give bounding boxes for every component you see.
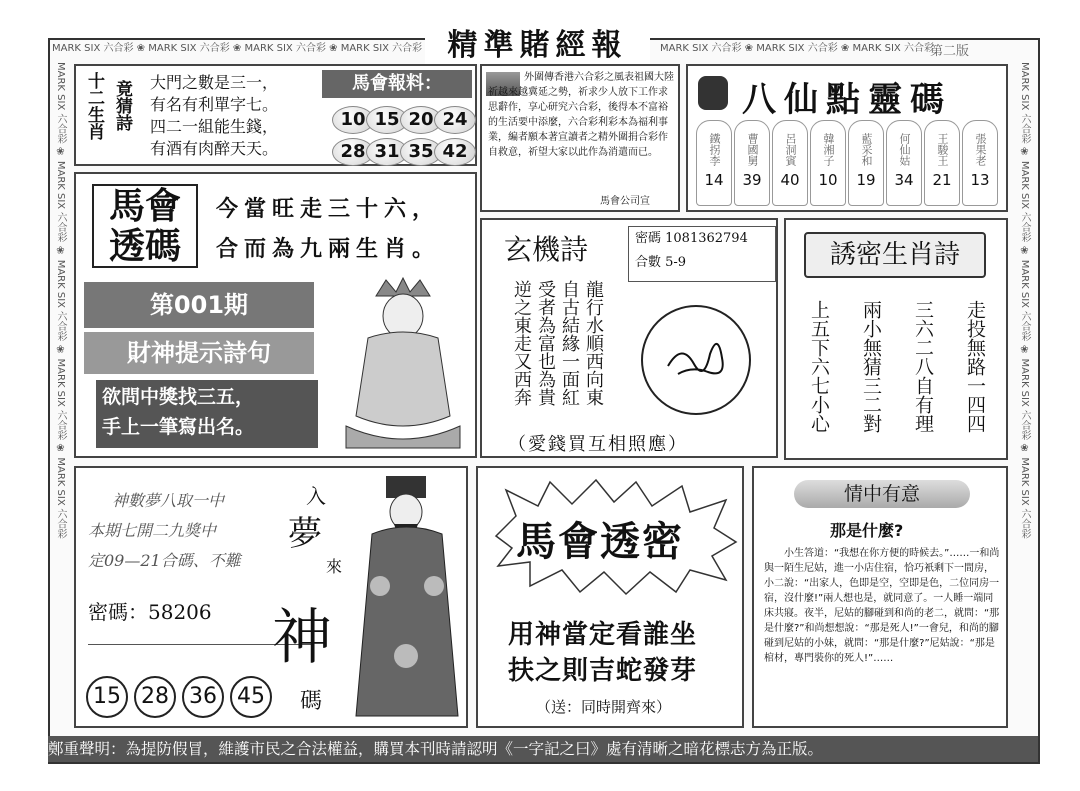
dream-line: 神數夢八取一中 — [112, 491, 225, 510]
notice-text: 外圍傳香港六合彩之風表祖國大陸祈越來越冀延之勢，祈求少人放下工作求思辭作，享心研究六合彩，後得本不富裕的生活要中添麼，六合彩利彩本為福利事業，編者願本著宣讀者之精外圍捐合彩作自救意，祈望大家以此作為消遣而已。 — [488, 72, 674, 158]
zodiac-column: 三六二八自有理 — [912, 300, 934, 433]
horse-code-box — [74, 172, 477, 458]
masthead-title: 精準賭經報 — [425, 28, 650, 64]
trim-right: MARK SIX 六合彩 ❀ MARK SIX 六合彩 ❀ MARK SIX 六合彩 ❀ MARK SIX 六合彩 ❀ MARK SIX 六合彩 — [1019, 62, 1030, 539]
immortal-number: 13 — [970, 171, 990, 189]
dream-side-char: 來 — [326, 557, 343, 576]
horse-code-line: 合而為九兩生肖。 — [216, 236, 441, 262]
immortal-name: 呂洞賓 — [784, 132, 797, 166]
poem-line: 大門之數是三一， — [150, 73, 279, 92]
dream-number: 15 — [86, 676, 128, 718]
immortal-name: 張果老 — [974, 132, 987, 166]
dream-line: 定09—21合碼、不難 — [88, 551, 241, 570]
secret-title: 馬會透密 — [516, 518, 684, 565]
zodiac-column: 兩小無猜三二對 — [860, 300, 882, 433]
immortal-card — [886, 120, 922, 206]
mystic-column: 逆之東走又西奔 — [511, 280, 532, 406]
immortal-name: 韓湘子 — [822, 132, 835, 166]
story-text: 小生答道：“我想在你方便的時候去。”……一和尚與一陌生尼姑，進一小店住宿，恰巧衹剩下一間房，小二說：“出家人，色即是空，空即是色，二位同房一宿，沒什麼!”兩人想也是，就同意了。一人睡一端同床共寢。夜半，尼姑的腳碰到和尚的老二，就問：“那是什麼?”和尚想想說：“那是死人!”一會兒，和尚的腳碰到尼姑的小妹，就問：“那是什麼?”尼姑說：“那是棺材，專門裝你的死人!”…… — [764, 548, 1000, 664]
secret-note: （送：同時開齊來） — [536, 698, 672, 716]
poem-box — [74, 64, 477, 166]
god-figure — [352, 476, 464, 722]
mystic-poem-box — [480, 218, 778, 458]
eight-immortals-box — [686, 64, 1008, 212]
poem-line: 有名有利單字七。 — [150, 95, 279, 114]
horse-ball: 20 — [400, 106, 442, 134]
horse-ball: 10 — [332, 106, 374, 134]
immortal-number: 39 — [742, 171, 762, 189]
dream-god-box — [74, 466, 468, 728]
zodiac-poem-box — [784, 218, 1008, 460]
mystic-column: 自古結緣一面紅 — [559, 280, 580, 406]
horse-code-line: 今當旺走三十六， — [216, 196, 441, 222]
immortal-name: 曹國舅 — [746, 132, 759, 166]
immortal-card — [924, 120, 960, 206]
secret-line: 用神當定看誰坐 — [508, 620, 698, 650]
mystic-column: 龍行水順西向東 — [583, 280, 604, 406]
horse-ball: 24 — [434, 106, 476, 134]
mystic-sum: 合數 5-9 — [635, 255, 687, 270]
dream-side-char: 碼 — [300, 689, 323, 714]
zodiac-column: 上五下六七小心 — [808, 300, 830, 433]
mystic-code-box — [628, 226, 776, 282]
story-header: 情中有意 — [794, 480, 970, 508]
immortal-number: 14 — [704, 171, 724, 189]
immortals-title: 八仙點靈碼 — [742, 80, 952, 120]
immortal-card — [810, 120, 846, 206]
horse-data-title: 馬會報料： — [322, 70, 472, 98]
footer-statement: 鄭重聲明：為提防假冒，維護市民之合法權益，購買本刊時請認明《一字記之曰》處有清晰之暗花標志方為正版。 — [48, 736, 1038, 762]
secret-box — [476, 466, 744, 728]
poem-label-right: 竟猜詩 — [112, 80, 132, 131]
wealth-subtitle: 財神提示詩句 — [84, 332, 314, 374]
mystic-circle-seal — [638, 302, 754, 418]
page-number: 第二版 — [930, 44, 970, 59]
immortal-number: 19 — [856, 171, 876, 189]
dream-number: 45 — [230, 676, 272, 718]
immortal-card — [962, 120, 998, 206]
trim-left: MARK SIX 六合彩 ❀ MARK SIX 六合彩 ❀ MARK SIX 六合彩 ❀ MARK SIX 六合彩 ❀ MARK SIX 六合彩 — [55, 62, 66, 539]
buddha-figure — [338, 276, 468, 454]
immortal-name: 藍采和 — [860, 132, 873, 166]
mystic-column: 受者為富也為貴 — [535, 280, 556, 406]
dream-side-char: 夢 — [288, 514, 322, 554]
zodiac-column: 走投無路一四四 — [964, 300, 986, 433]
wealth-lines — [96, 380, 318, 448]
immortal-card — [696, 120, 732, 206]
trim-top-right: MARK SIX 六合彩 ❀ MARK SIX 六合彩 ❀ MARK SIX 六合彩 — [660, 43, 934, 54]
horse-ball: 28 — [332, 138, 374, 166]
horse-code-title: 馬會 透碼 — [92, 184, 198, 268]
zodiac-title: 誘密生肖詩 — [804, 232, 986, 278]
mystic-title: 玄機詩 — [504, 233, 589, 266]
notice-sign: 馬會公司宣 — [600, 196, 650, 207]
immortal-number: 10 — [818, 171, 838, 189]
dream-big-char: 神 — [272, 603, 332, 673]
immortal-card — [772, 120, 808, 206]
story-box — [752, 466, 1008, 728]
immortals-row — [696, 120, 1002, 206]
wealth-issue: 第001期 — [84, 282, 314, 328]
secret-line: 扶之則吉蛇發芽 — [508, 656, 698, 686]
poem-line: 有酒有肉醉天天。 — [150, 139, 279, 158]
dream-number: 36 — [182, 676, 224, 718]
poem-line: 四二一組能生錢， — [150, 117, 279, 136]
horse-ball: 42 — [434, 138, 476, 166]
dream-code-label: 密碼：58206 — [88, 600, 212, 624]
immortal-name: 何仙姑 — [898, 132, 911, 166]
immortal-number: 40 — [780, 171, 800, 189]
trim-top-left: MARK SIX 六合彩 ❀ MARK SIX 六合彩 ❀ MARK SIX 六合彩 ❀ MARK SIX 六合彩 — [52, 43, 423, 54]
immortals-icon — [698, 76, 728, 110]
immortal-card — [848, 120, 884, 206]
poem-label-left: 十二生肖 — [84, 72, 104, 140]
wealth-line: 手上一筆寫出名。 — [102, 416, 255, 438]
dream-number: 28 — [134, 676, 176, 718]
horse-ball: 31 — [366, 138, 408, 166]
immortal-name: 王駿王 — [936, 132, 949, 166]
horse-ball: 35 — [400, 138, 442, 166]
notice-box — [480, 64, 680, 212]
horse-ball: 15 — [366, 106, 408, 134]
dream-side-char: 入 — [306, 484, 326, 508]
immortal-card — [734, 120, 770, 206]
mystic-footer: （愛錢買互相照應） — [508, 434, 688, 455]
wealth-line: 欲問中獎找三五， — [102, 386, 255, 408]
immortal-name: 鐵拐李 — [708, 132, 721, 166]
mystic-code: 密碼 1081362794 — [635, 231, 748, 246]
dream-line: 本期七開二九獎中 — [88, 521, 217, 540]
poem-lines — [150, 72, 278, 160]
immortal-number: 21 — [932, 171, 952, 189]
story-title: 那是什麼? — [830, 521, 904, 540]
immortal-number: 34 — [894, 171, 914, 189]
